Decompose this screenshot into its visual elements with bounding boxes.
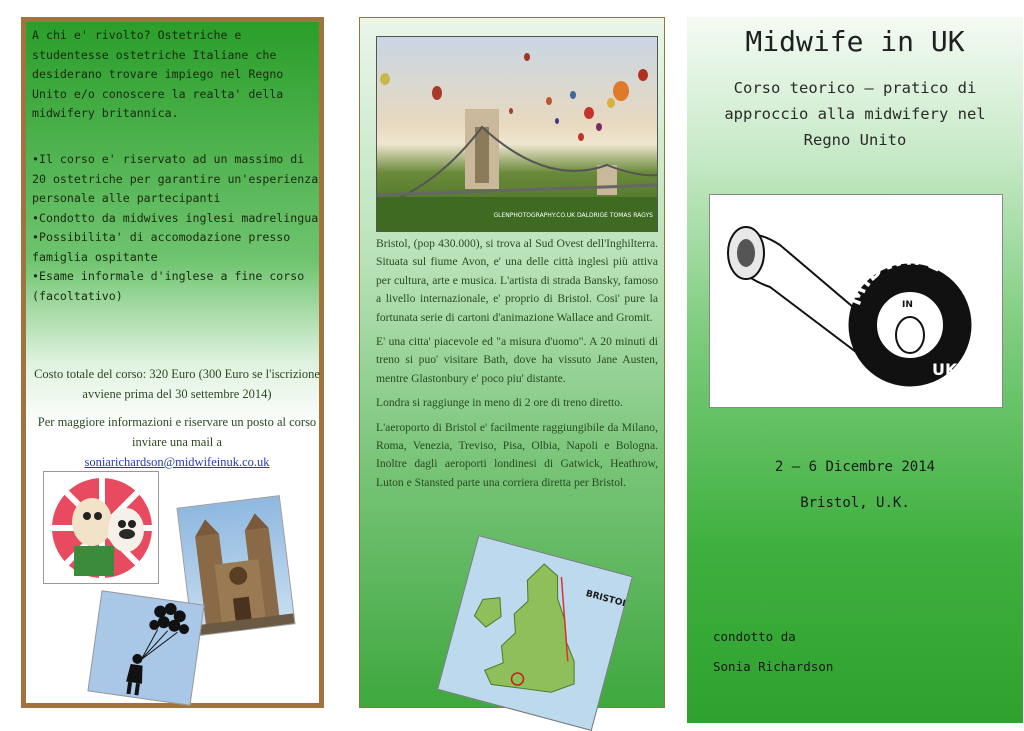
course-dates: 2 – 6 Dicembre 2014: [774, 459, 936, 475]
list-item: •Condotto da midwives inglesi madrelingua: [32, 210, 319, 225]
email-link[interactable]: soniarichardson@midwifeinuk.co.uk: [84, 455, 270, 469]
list-item: •Possibilita' di accomodazione presso famiglia ospitante: [32, 230, 291, 264]
logo-text-uk: UK: [932, 360, 958, 379]
features-list: [32, 150, 322, 306]
list-item: •Il corso e' riservato ad un massimo di 20 ostetriche per garantire un'esperienza personale alle partecipanti: [32, 152, 319, 205]
logo-text-top: MIDWIFE: [841, 245, 947, 309]
wallace-gromit-image: [43, 471, 159, 584]
intro-text: A chi e' rivolto? Ostetriche e studentesse ostetriche Italiane che desiderano trovare impiego nel Regno Unito e/o conoscere la realta' della midwifery britannica.: [32, 28, 284, 120]
page-title: Midwife in UK: [745, 25, 965, 58]
cost-text: Costo totale del corso: 320 Euro (300 Euro se l'iscrizione avviene prima del 30 settembre 2014): [34, 367, 320, 401]
uk-map-image: [437, 535, 633, 731]
panel-left: [21, 17, 324, 708]
paragraph: E' una citta' piacevole ed "a misura d'uomo". A 20 minuti di treno si puo' visitare Bath, dove ha vissuto Jane Austen, mentre Glastonbury e' poco piu' distante.: [376, 335, 658, 385]
conducted-by-label: condotto da: [713, 629, 796, 644]
clifton-bridge-balloons-image: [376, 36, 658, 232]
paragraph: L'aeroporto di Bristol e' facilmente raggiungibile da Milano, Roma, Venezia, Treviso, Pisa, Olbia, Napoli e Bologna. Inoltre dagli aeroporti londinesi di Gatwick, Heathrow, Luton e Stansted parte una corriera diretta per Bristol.: [376, 420, 658, 489]
balloons: [380, 53, 648, 141]
banksy-balloon-girl-image: [87, 590, 204, 705]
logo-text-in: IN: [902, 300, 913, 310]
midwife-logo: [709, 194, 1003, 408]
panel-middle: [359, 17, 665, 708]
info-block: [32, 412, 322, 472]
course-subtitle: Corso teorico – pratico di approccio alla midwifery nel Regno Unito: [724, 79, 986, 149]
info-text: Per maggiore informazioni e riservare un posto al corso inviare una mail a: [37, 415, 317, 449]
course-location: Bristol, U.K.: [800, 495, 910, 511]
paragraph: Bristol, (pop 430.000), si trova al Sud Ovest dell'Inghilterra. Situata sul fiume Avon, e' una delle città inglesi più attiva per cultura, arte e musica. L'artista di strada Bansky, famoso a livello internazionale, e' proprio di Bristol. Cosi' pure la fortunata serie di cartoni d'animazione Wallace and Gromit.: [376, 237, 658, 324]
photo-credit: GLENPHOTOGRAPHY.CO.UK DALDRIGE TOMAS RAGYS: [493, 212, 653, 219]
bristol-description: [376, 235, 658, 498]
panel-right: [687, 17, 1023, 723]
instructor-name: Sonia Richardson: [713, 659, 834, 674]
paragraph: Londra si raggiunge in meno di 2 ore di treno diretto.: [376, 396, 623, 410]
list-item: •Esame informale d'inglese a fine corso (facoltativo): [32, 269, 305, 303]
map-label: BRISTOL: [584, 589, 629, 610]
